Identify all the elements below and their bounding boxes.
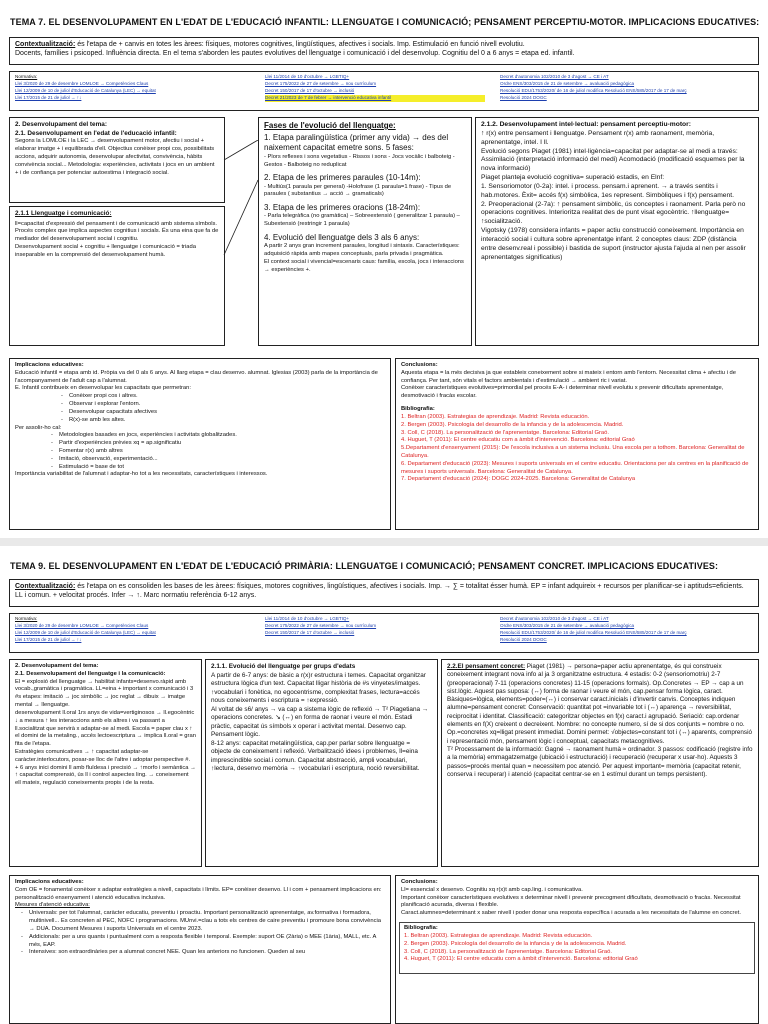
t7-lang-text2: Desenvolupament social + cognitiu + llenguatge i comunicació = triada inseparable en la comprensió del desenvolupament humà.: [15, 244, 196, 258]
norm-link[interactable]: Llei 11/2014 de 10 d'octubre → LGBTIQ+: [265, 74, 350, 79]
t9-conc-text2: T² Processament de la informació: Gagné → raonament humà ≈ ordinador. 3 passos: codificació (registre info a la memòria) emmagatzematge (ubicació i estructuració) i recuperació (recuperar x usar-ho). Aquests 3 passos=procés mental quan = necessitem poc atenció. Per aquest important= memòria (capacitat retenir, conserva i recuperar) i atenció (capacitat centrar-se en 1 estímul durant un temps persistent).: [447, 745, 753, 778]
t9-context-label: Contextualització:: [15, 583, 76, 590]
t9-concl-box: [395, 875, 759, 1024]
t7-concl-text2: Conèixer característiques evolutives=primordial pel procés E-A- i determinar nivell evolutiu x prevenir dificultats aprenentatge, desmotivació i fracàs escolar.: [401, 385, 724, 400]
bib-item: 2. Bergen (2003). Psicología del desarrollo de la infancia y de la adolescencia. Madrid.: [401, 421, 624, 428]
list-item: - R(x)-se amb les altes.: [55, 417, 385, 425]
t7-concl-text: Aquesta etapa = la més decisiva ja que estableix coneixement sobre si mateix i entorn amb l'entorn. Necessitat clima + afectiu i de confiança. Per tant, són vitals el factors ambientals i d'estimulació → ambient ric i variat.: [401, 369, 736, 384]
t7-context-box: [9, 37, 759, 65]
t9-title: TEMA 9. EL DESENVOLUPAMENT EN L'EDAT DE L'EDUCACIÓ PRIMÀRIA: LLENGUATGE I COMUNICACIÓ; PENSAMENT CONCRET. IMPLICACIONS EDUCATIVES:: [10, 561, 719, 571]
norm-link[interactable]: Resolució EDU/1753/2020/ de 16 de juliol modifica Resolució ENS/585/2017 de 17 de març: [500, 87, 687, 93]
t9-normativa-box: [9, 613, 759, 653]
t9-concl-text: Ll= essencial x desenvo. Cognitiu xq r(x)t amb cap.ling. i comunicativa.: [401, 886, 583, 893]
t9-concl-head: Conclusions:: [401, 879, 438, 885]
t7-cog-text7: Vigotsky (1978) considera infants = paper actiu construcció coneixement. Importància en interacció social i cultura sobre aprenentatge infant. 2 conceptes claus: ZDP (distància entre desenv.real i possible) i bastida de suport (instructor ajusta l'ajuda al nen per assolir aprenentatges significatius): [481, 227, 746, 261]
bib-item: 3. Coll, C (2018). La personalització de l'aprenentatge. Barcelona: Editorial Graó.: [404, 948, 612, 955]
t9-impl-list: [15, 910, 385, 957]
norm-link[interactable]: Resolució 2024 DOGC: [500, 636, 547, 642]
norm-link[interactable]: Llei 17/2015 de 21 de juliol → ↑↓: [15, 636, 82, 642]
t7-impl-text2: E. Infantil contribueix en desenvolupar les capacitats que permetran:: [15, 385, 191, 392]
t9-context-text: és l'etapa on es consoliden les bases de les àrees: físiques, motores cognitives, lingüístiques, afectives i socials. Imp. → ∑ = totalitat ésser humà. EP = infant adquireix + recursos per planificar-se i aptituds=eficients. LL i comun. + velocitat procés. Infer → ↑. Marc normatiu referència 6-12 anys.: [15, 583, 744, 599]
norm-link[interactable]: Llei 11/2014 de 10 d'octubre → LGBTIQ+: [265, 616, 350, 621]
norm-link[interactable]: Llei 3/2020 de 29 de desembre LOMLOE → Competències Claus: [15, 622, 149, 628]
norm-link[interactable]: Llei 17/2015 de 21 de juliol → ↑↓: [15, 94, 82, 100]
t7-phase4b: A partir 2 anys gran increment paraules, longitud i sintaxis. Característiques: adquisició ràpida amb mapes conceptuals, parla privada i pragmàtica.: [264, 243, 460, 258]
t7-phase3b: - Parla telegràfica (no gramàtica) – Sobreextensió ( generalitzar 1 paraula) – Subextensió (restringir 1 paraula): [264, 213, 460, 228]
t9-dev-text: El = explosió del llenguatge → habilitat infants=desenvo.ràpid amb vocab.,gramàtica i pragmàtica. LL=eina + important x comunicació i 3 #s etapes: imitació → joc simbòlic → joc reglat → dibuix → imatge mental → llenguatge.: [15, 678, 194, 709]
t9-norm-col2: [265, 616, 485, 637]
t7-phase2: 2. Etapa de les primeres paraules (10-14m):: [264, 173, 421, 183]
t7-norm-col3: [500, 74, 755, 102]
t9-evo-text2: Al voltat de s6/ anys → va cap a sistema lògic de reflexió → T² Piagetiana → operacions concretes. ↘ (↔) en forma de raonar i veure el món. Estadi pràctic, capacitat ús símbols x operar i activitat mental. Desenvo cap. Pensament lògic.: [211, 705, 429, 739]
norm-link[interactable]: Ordre ENS/303/2015 de 21 de setembre → avaluació pedagògica: [500, 80, 635, 86]
t7-cog-head: 2.1.2. Desenvolupament intel·lectual: pensament perceptiu-motor:: [481, 121, 691, 128]
t9-dev-text4: + 6 anys inici domini ll amb fluïdesa i precisió → ↑morfo i semàntica → ↑ capacitat comprensió, ús ll i control aspectes ling. → coneixement ell mateix, regulació coneixements propis i de la resta.: [15, 764, 196, 787]
t7-dev-sub: 2.1. Desenvolupament en l'edat de l'educació infantil:: [15, 129, 177, 137]
t7-context-text: és l'etapa de + canvis en totes les àrees: físiques, motores cognitives, lingüístiques, afectives i socials. Imp. Estimulació en funció nivell evolutiu.: [75, 41, 525, 48]
t9-norm-col1: [15, 616, 255, 644]
t7-impl-list2: [15, 432, 385, 471]
norm-link[interactable]: Decret 175/2022 de 27 de setembre → nou currículum: [265, 80, 377, 86]
norm-link[interactable]: Llei 3/2020 de 29 de desembre LOMLOE → Competències Claus: [15, 80, 149, 86]
t9-evo-head: 2.1.1. Evolució del llenguatge per grups d'edats: [211, 663, 356, 670]
t7-impl-text4: Importància variabilitat de l'alumnat i adaptar-ho tot a les necessitats, característiques i interessos.: [15, 471, 268, 478]
norm-link[interactable]: Decret d'autonomia 102/2010 de 3 d'agost → CE i AT: [500, 616, 609, 621]
t9-dev-head: 2. Desenvolupament del tema:: [15, 663, 99, 669]
t7-concl-box: [395, 358, 759, 530]
bib-item: 7. Departament d'educació (2024): DOGC 2024-2025. Barcelona: Generalitat de Catalunya: [401, 476, 636, 483]
norm-link[interactable]: Decret 150/2017 de 17 d'octubre → inclusió: [265, 629, 355, 635]
t9-context-box: [9, 579, 759, 607]
norm-link[interactable]: Decret 150/2017 de 17 d'octubre → inclusió: [265, 87, 355, 93]
bib-item: 6. Departament d'educació (2023): Mesures i suports universals en el centre educatiu. Orientacions per als centres en la planificació de mesures i suports universals. Barcelona: Generalitat de Catalunya.: [401, 460, 749, 475]
norm-link[interactable]: Resolució 2024 DOGC: [500, 94, 547, 100]
list-item: - Intensives: son extraordinàries per a alumnat concret NEE. Quan les anteriors no funcionen. Queden al seu: [15, 949, 385, 957]
bib-item: 4. Huguet, T (2011): El centre educatiu com a àmbit d'intervenció. Barcelona: editorial Graó: [404, 956, 638, 963]
t7-cog-text: ↑ r(x) entre pensament i llenguatge. Pensament r(x) amb raonament, memòria, aprenentatge, intel. I ll.: [481, 129, 715, 146]
norm-link[interactable]: Ordre ENS/303/2015 de 21 de setembre → avaluació pedagògica: [500, 622, 635, 628]
t7-norm-col1: [15, 74, 255, 102]
t9-bib-box: [399, 922, 755, 974]
t7-phase2b: - Multiús(1 paraula per general) -Holofrase (1 paraula=1 frase) - Tipus de paraules ( substantius → acció → gramaticals): [264, 183, 452, 198]
t9-concl-text3: Caract.alumnes=determinant x saber nivell i poder donar una resposta específica i acurada a les necessitats de l'alumne en concret.: [401, 910, 741, 917]
t7-dev-box: [9, 117, 225, 203]
t7-connector-lines: [222, 140, 262, 260]
t9-impl-box: [9, 875, 391, 1024]
t9-dev-text3: Estratègies comunicatives → ↑ capacitat adaptar-se caràcter.interlocutors, posar-se lloc de l'altre i adoptar perspective #.: [15, 748, 191, 763]
t7-title: TEMA 7. EL DESENVOLUPAMENT EN L'EDAT DE L'EDUCACIÓ INFANTIL: LLENGUATGE I COMUNICACIÓ; PENSAMENT PERCEPTIU-MOTOR. IMPLICACIONS EDUCATIVES:: [10, 17, 760, 27]
t7-lang-head: 2.1.1 Llenguatge i comunicació:: [15, 210, 112, 217]
t7-impl-head: Implicacions educatives:: [15, 362, 84, 368]
t7-phase4c: El context social i vivencial=escenaris caus: família, escola, jocs i interaccions → experiències +.: [264, 258, 464, 273]
norm-link[interactable]: Llei 12/2009 de 10 de juliol d'Educació de Catalunya (LEC) → equitat: [15, 629, 156, 635]
bib-item: 2. Bergen (2003). Psicología del desarrollo de la infancia y de la adolescencia. Madrid.: [404, 940, 627, 947]
bib-item: 3. Coll, C (2018). La personalització de l'aprenentatge. Barcelona: Editorial Graó.: [401, 429, 609, 436]
t7-phases-head: Fases de l'evolució del llenguatge:: [264, 121, 396, 130]
bib-item: 5.Departament d'ensenyament (2015): De l'escola inclusiva a un sistema inclusiu. Una escola per a tothom. Barcelona: Generalitat de Catalunya.: [401, 445, 745, 459]
t7-cog-text4: Piaget planteja evolució cognitiva= superació estadis, en Elnf:: [481, 174, 665, 182]
t9-concl-text2: Important conèixer característiques evolutives x determinar nivell i prevenir precogment dificultats, desmotivació o fracàs. Necessitat planificació acurada, diversa i flexible.: [401, 894, 741, 909]
t7-bib-head: Bibliografia:: [401, 406, 435, 413]
t7-phase1b: - Plors reflexes i sons vegetatius - Rissos i sons - Jocs vocàlic i balboteig - Gestos - Balboteig no reduplicat: [264, 153, 455, 168]
t7-lang-text: ll=capacitat d'expressió del pensament i de comunicació amb sistema símbols. Procés complex que implica aspectes cognitius i socials. És una eina que fa de mediador del desenvolupament social i cognitiu.: [15, 220, 219, 243]
t7-context-text2: Docents, famílies i psicoped. Influència directa. En el tema s'aborden les pautes evolutives del llenguatge i comunicació i del desenvolup. Cognitiu del 0 a 6 anys = etapa ed. infantil.: [15, 49, 575, 57]
t7-impl-list: [15, 393, 385, 424]
t9-evo-text3: 8-12 anys: capacitat metalingüística, cap.per parlar sobre llenguatge = objecte de coneixement i reflexió. Verbalització idees i problemes, ll=eina imprescindible social.i comun. Capacitat abstracció, ampli vocabulari, ↑lectura, desenvo memòria → ↑vocabulari i escriptura, noció reversibilitat.: [211, 739, 420, 773]
list-item: - Fomentar r(x) amb altres: [45, 448, 385, 456]
list-item: - Metodologies basades en jocs, experiències i activitats globalitzades.: [45, 432, 385, 440]
list-item: - Desenvolupar capacitats afectives: [55, 409, 385, 417]
t9-impl-text: Com OE = fonamental conèixer x adaptar estratègies a nivell, capacitats i límits. EP= conèixer desenvo. Ll i com + pensament implicacions en: personalització ensenyament i atenció educativa inclusiva.: [15, 886, 382, 901]
t7-impl-text3: Per assolir-ho cal:: [15, 424, 62, 431]
t7-phase4: 4. Evolució del llenguatge dels 3 als 6 anys:: [264, 233, 420, 243]
norm-link[interactable]: Resolució EDU/1753/2020/ de 16 de juliol modifica Resolució ENS/585/2017 de 17 de març: [500, 629, 687, 635]
t7-impl-text: Educació infantil = etapa amb id. Pròpia va del 0 als 6 anys. Al llarg etapa = clau desenvo. alumnat. Iglesias (2003) parla de la importància de l'acompanyament de l'adult cap a l'alumnat.: [15, 369, 378, 384]
t7-lang-box: [9, 206, 225, 346]
t9-impl-head: Implicacions educatives:: [15, 879, 84, 885]
t9-evo-box: [205, 659, 438, 867]
t7-impl-box: [9, 358, 391, 530]
list-item: - Partir d'experiències prèvies xq = ap.significatiu: [45, 440, 385, 448]
page-separator: [0, 538, 768, 546]
t7-normativa-box: [9, 71, 759, 111]
t9-norm-col3: [500, 616, 755, 644]
t7-dev-text: Segons la LOMLOE i la LEC → desenvolupament motor, afectiu i social + elaborar imatge + i equilibrada d'ell. Objectius conèixer propi cos, possibilitats accions, adquirir autonomia, desenvolupar afectivitat, convivència, hàbits convivència social... Metodologia: experiències, activitats i jocs en un ambient + i de confiança per potenciar autoestima i integració social.: [15, 138, 215, 176]
norm-link[interactable]: Decret d'autonomia 102/2010 de 3 d'agost → CE i AT: [500, 74, 609, 79]
list-item: - Conèixer propi cos i altres.: [55, 393, 385, 401]
t7-cog-text3: Assimilació (interpretació informació del medi) Acomodació (modificació esquemes per la nova informació): [481, 156, 745, 173]
t7-norm-heading: Normativa:: [15, 74, 38, 79]
t7-dev-head: 2. Desenvolupament del tema:: [15, 121, 107, 128]
t9-evo-text: A partir de 6-7 anys: de bàsic a r(x)r estructura i temes. Capacitat organitzar estructura lògica d'un text. Capacitat lligar història de #s vinyetes/imatges. ↑vocabulari i fonètica, no egocentrisme, complexitat frases, lectura=accés nous coneixements i escriptura = ↑expressió.: [211, 671, 426, 705]
list-item: - Addicionals: per a uns quants i puntualment com a resposta flexible i temporal. Exemple: suport OE (2ària) o MEE (1ària), MALL, etc. A més, EAP.: [15, 934, 385, 950]
t7-cog-text2: Evolució segons Piaget (1981) intel·ligència=capacitat per adaptar-se al medi a través:: [481, 147, 738, 155]
t9-conc-head: 2.2.El pensament concret:: [447, 663, 526, 670]
t7-concl-head: Conclusions:: [401, 362, 438, 368]
t7-phases-box: [258, 117, 472, 346]
t9-bib-head: Bibliografia:: [404, 925, 438, 932]
list-item: - Estimulació = base de tot: [45, 464, 385, 472]
t9-dev-text2: desenvolupament ll.oral 1rs anys de vida=vertiginosos → ll.egocèntric ↓ a mesura ↑ les interaccions amb els altres i va passant a ll.socialitzat que servirà x adaptar-se al medi. Escola = paper clau x ↑ el domini de la metaling., accés lectoescriptura → implica ll.oral = gran fita de l'etapa.: [15, 709, 196, 748]
t9-norm-heading: Normativa:: [15, 616, 38, 621]
t9-impl-text2: Mesures d'atenció educativa:: [15, 902, 90, 909]
t7-cog-box: [475, 117, 759, 346]
bib-item: 1. Beltran (2003). Estrategias de aprendizaje. Madrid: Revista educación.: [401, 413, 590, 420]
t7-norm-col2: [265, 74, 485, 102]
bib-item: 1. Beltran (2003). Estrategias de aprendizaje. Madrid: Revista educación.: [404, 932, 593, 939]
t9-dev-sub: 2.1. Desenvolupament del llenguatge i la comunicació:: [15, 670, 166, 677]
t7-phase1: 1. Etapa paralingüística (primer any vida) → des del naixement capacitat emetre sons. 5 fases:: [264, 133, 449, 153]
norm-link[interactable]: Decret 175/2022 de 27 de setembre → nou currículum: [265, 622, 377, 628]
t9-conc-box: [441, 659, 759, 867]
t7-phase3: 3. Etapa de les primeres oracions (18-24m):: [264, 203, 421, 213]
list-item: - Observar i explorar l'entorn.: [55, 401, 385, 409]
t7-cog-text5: 1. Sensoriomotor (0-2a): intel. i process. pensam.i aprenent. → a través sentits i hab.motores. Èxit= accés f(x) simbòlica, 1es represent. Simbòliques i f(x) pensament.: [481, 182, 734, 199]
t7-context-label: Contextualització:: [15, 41, 76, 48]
norm-link[interactable]: Llei 12/2009 de 10 de juliol d'Educació de Catalunya (LEC) → equitat: [15, 87, 156, 93]
t9-dev-box: [9, 659, 202, 867]
bib-item: 4. Huguet, T (2011): El centre educatiu com a àmbit d'intervenció. Barcelona: editorial Graó: [401, 437, 635, 444]
t7-cog-text6: 2. Preoperacional (2-7a): ↑ pensament simbòlic, ús conceptes i raonament. Parla però no operacions cognitives. Interioritza realitat des de punt visat egocèntric. ↑llenguatge= ↑socialització.: [481, 200, 746, 226]
t9-conc-text: Piaget (1981) → persona=paper actiu aprenentatge, és qui construeix coneixement integrant nova info al ja 3 organitzatne estructura. 4 estadis: 0-2 (sensoriomotriu) 2-7 (preoperacional) 7-11 (operacions concretes) 11-15 (operacions formals). Op.Concretes → EP → cap a un sist.lògic. Aquest pas suposa: (↔) forma de raonar i veure el món, cap.pensar forma lògica, caract. Bàsiques=lògica, elements=poder=(↔) i conservar caract.inicials i d'invertir canvis. Conceptes indiquen alumne=pensament concret: Conservació: quantitat pot =invariable tot i (↔) aparença → reversibilitat, reciprocitat i identitat. Classificació: categoritzar objectes en f(x) caract.i agrupació. Seriació: cap.ordenar elements en f(X) creixent o decreixent. Nombre: no concepte numero, sí de si dos conjunts = nombre o no. Op.=concretes xq=lligat present immediat. Domini permet: √objectes=constant tot i (↔) aparents, comprensió i representació món, pensament lògic i conceptual, capacitats metacognitives.: [447, 663, 752, 745]
norm-link-highlighted[interactable]: Decret 21/2023 de 7 de febrer → intervenció educativa infantil: [265, 95, 485, 102]
list-item: - Universals: per tot l'alumnat, caràcter educatiu, preventiu i proactiu. Important personalització aprenentatge, av.formativa i formadora, multinivell... Es concreten al PEC, NOFC i programacions. MUnvi.=clau a tots els centres de caire preventiu i promoure bona convivència → DUA. Document Mesures i suports Universals en el centre 2023.: [15, 910, 385, 933]
list-item: - Imitació, observació, experimentació...: [45, 456, 385, 464]
